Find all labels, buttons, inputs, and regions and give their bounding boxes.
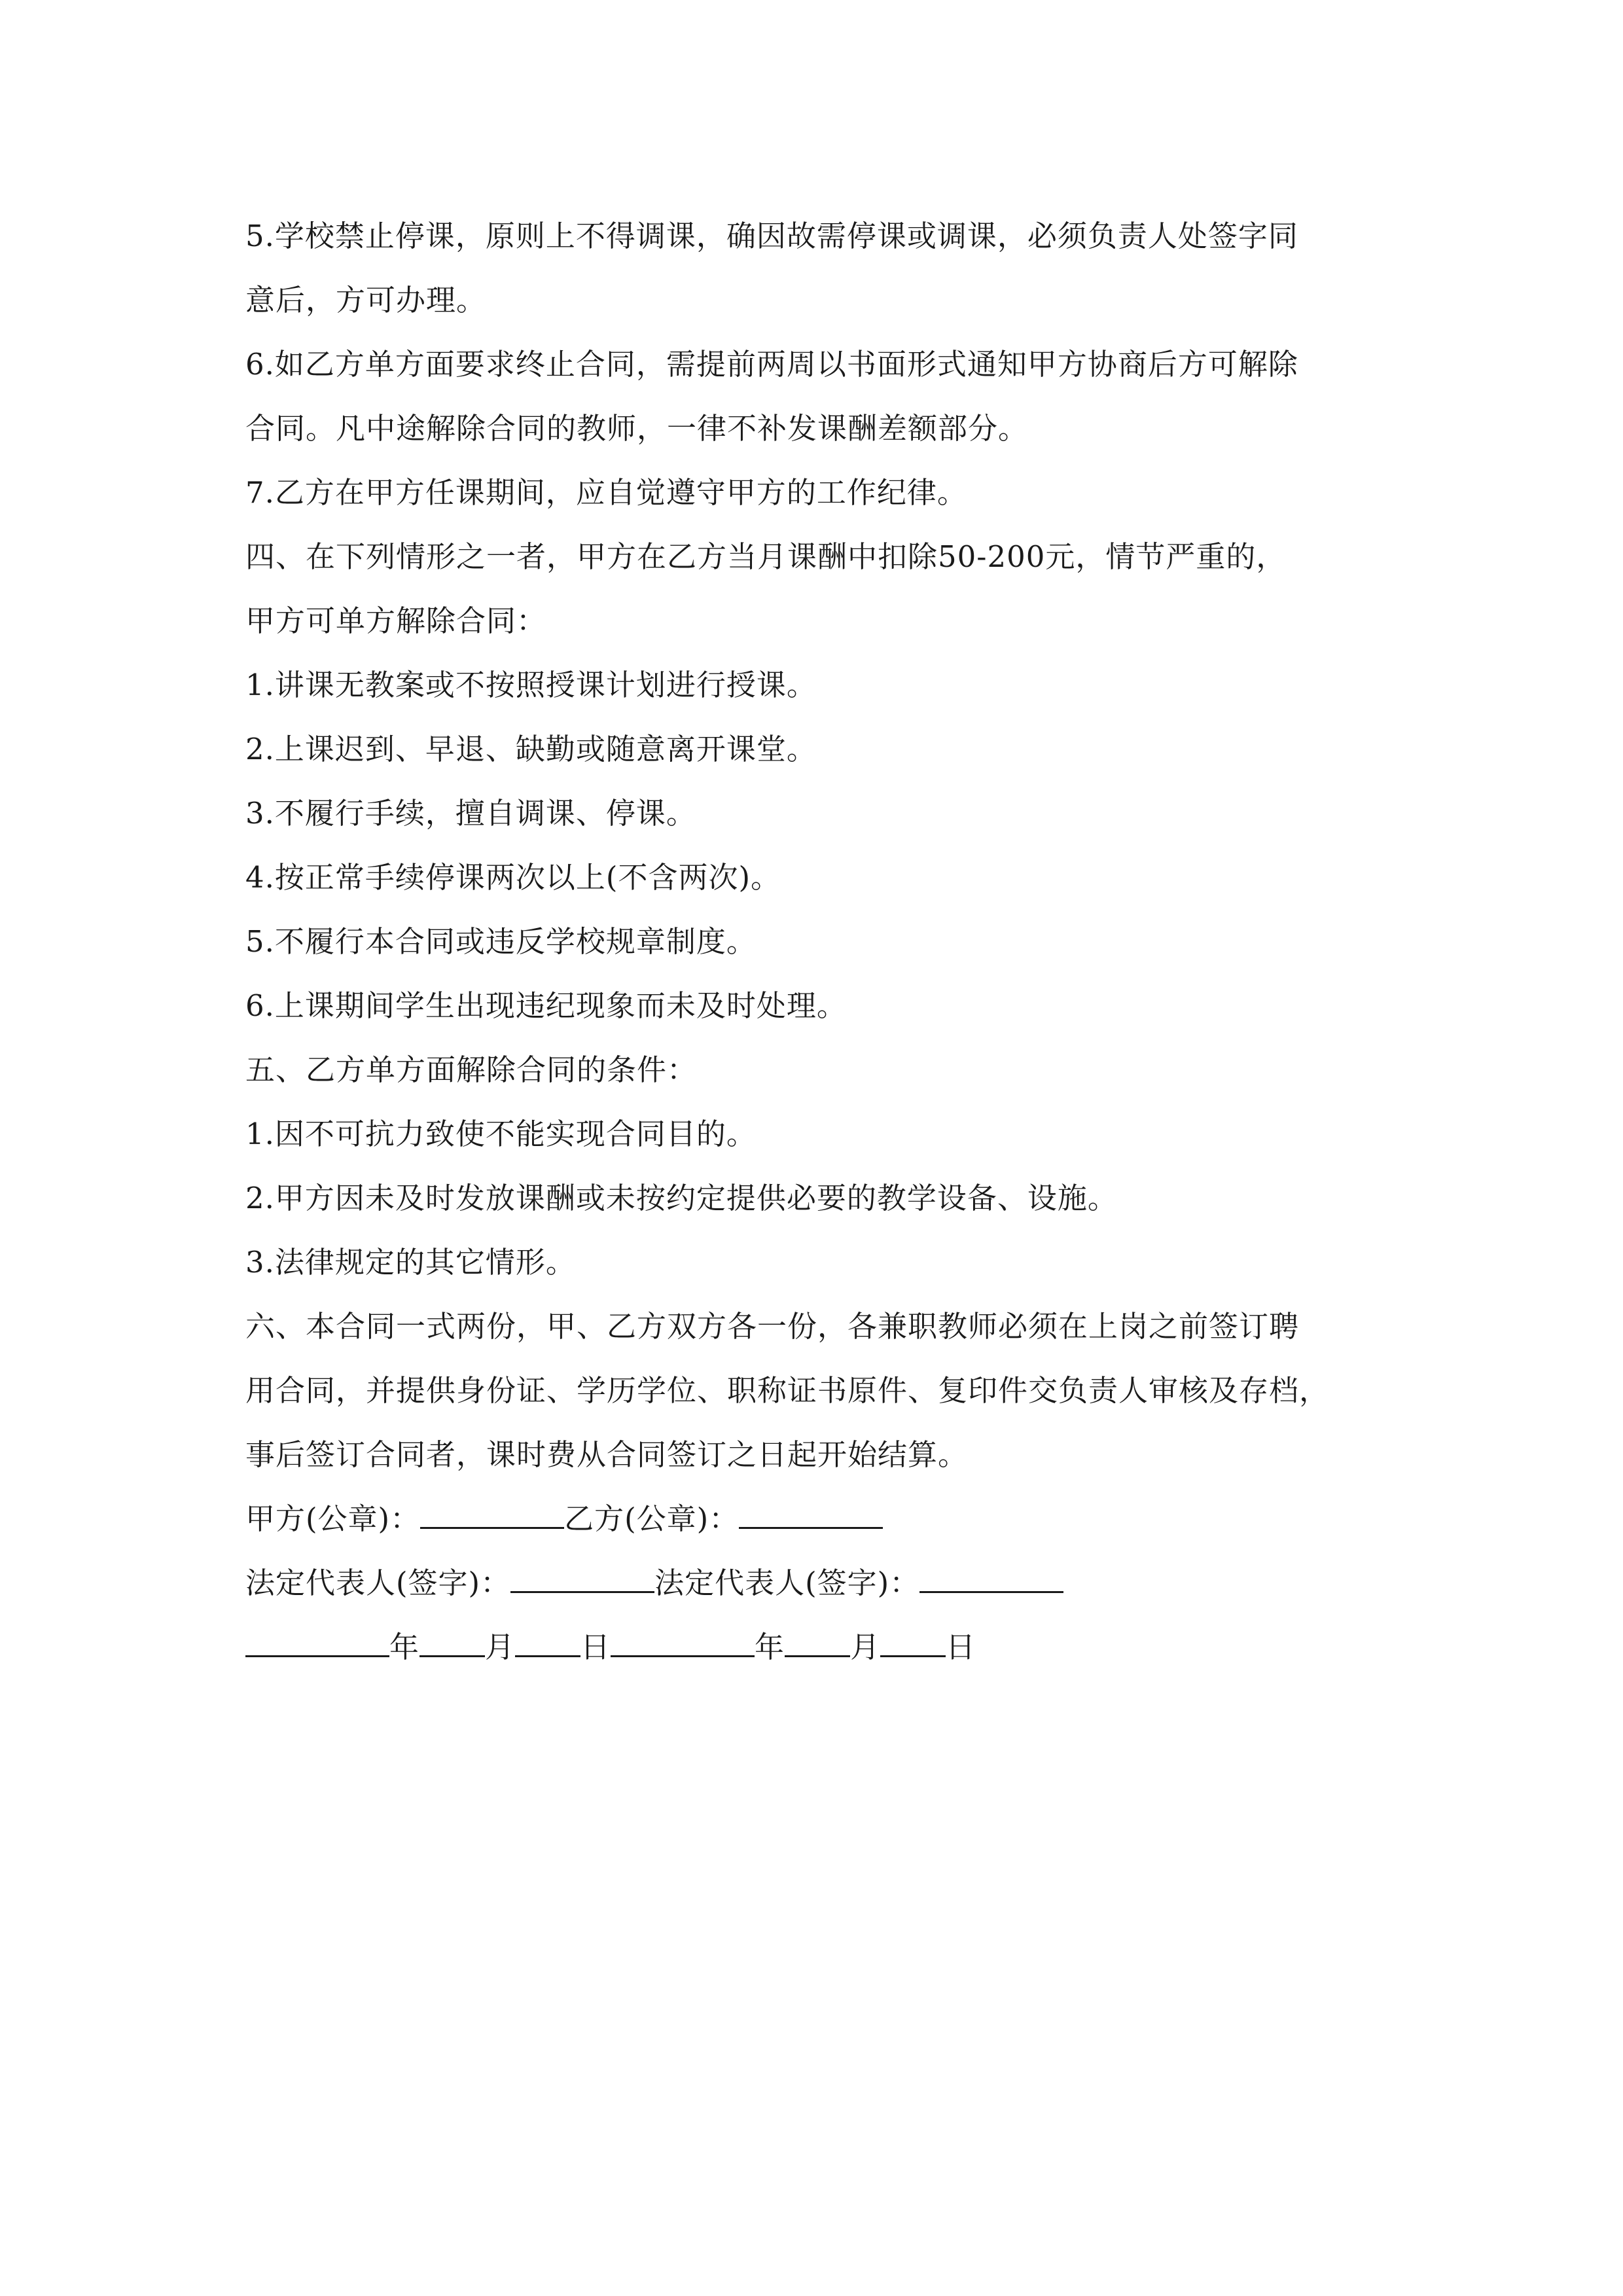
text-line: 2.上课迟到、早退、缺勤或随意离开课堂。 [245,732,817,766]
month-b-blank [785,1629,850,1657]
party-b-seal-blank [739,1501,883,1529]
text-line: 5.不履行本合同或违反学校规章制度。 [245,924,757,959]
day-b-blank [880,1629,946,1657]
text-line: 事后签订合同者，课时费从合同签订之日起开始结算。 [245,1437,969,1472]
text-line: 意后，方可办理。 [245,283,487,317]
representative-line [245,1551,1397,1615]
month-a-blank [419,1629,485,1657]
year-b-label: 年 [755,1630,785,1664]
text-line: 甲方可单方解除合同： [245,603,547,638]
text-line: 3.不履行手续，擅自调课、停课。 [245,796,696,831]
month-b-label: 月 [850,1630,881,1664]
day-a-label: 日 [580,1630,611,1664]
text-line: 2.甲方因未及时发放课酬或未按约定提供必要的教学设备、设施。 [245,1181,1118,1215]
seal-line [245,1487,1397,1551]
text-line: 3.法律规定的其它情形。 [245,1245,576,1280]
date-line [245,1615,1397,1679]
text-line: 6.上课期间学生出现违纪现象而未及时处理。 [245,988,847,1023]
text-line: 用合同，并提供身份证、学历学位、职称证书原件、复印件交负责人审核及存档， [245,1373,1330,1408]
text-line: 1.因不可抗力致使不能实现合同目的。 [245,1117,757,1151]
rep-a-sign-label: 法定代表人(签字)： [245,1566,511,1600]
day-b-label: 日 [946,1630,976,1664]
party-a-seal-blank [420,1501,564,1529]
year-a-blank [245,1629,389,1657]
text-line: 合同。凡中途解除合同的教师，一律不补发课酬差额部分。 [245,411,1029,446]
text-line: 六、本合同一式两份，甲、乙方双方各一份，各兼职教师必须在上岗之前签订聘 [245,1309,1300,1344]
party-a-seal-label: 甲方(公章)： [245,1501,421,1536]
year-b-blank [611,1629,755,1657]
text-line: 5.学校禁止停课，原则上不得调课，确因故需停课或调课，必须负责人处签字同 [245,219,1298,253]
text-line: 四、在下列情形之一者，甲方在乙方当月课酬中扣除50-200元，情节严重的， [245,539,1287,574]
day-a-blank [515,1629,580,1657]
rep-a-sign-blank [510,1565,654,1593]
text-line: 五、乙方单方面解除合同的条件： [245,1052,698,1087]
text-line: 1.讲课无教案或不按照授课计划进行授课。 [245,668,817,702]
party-b-seal-label: 乙方(公章)： [564,1501,740,1536]
document-body [245,204,1397,1679]
rep-b-sign-label: 法定代表人(签字)： [654,1566,920,1600]
text-line: 4.按正常手续停课两次以上(不含两次)。 [245,860,781,895]
text-line: 7.乙方在甲方任课期间，应自觉遵守甲方的工作纪律。 [245,475,967,510]
year-a-label: 年 [389,1630,420,1664]
text-line: 6.如乙方单方面要求终止合同，需提前两周以书面形式通知甲方协商后方可解除 [245,347,1298,382]
month-a-label: 月 [485,1630,516,1664]
rep-b-sign-blank [919,1565,1063,1593]
